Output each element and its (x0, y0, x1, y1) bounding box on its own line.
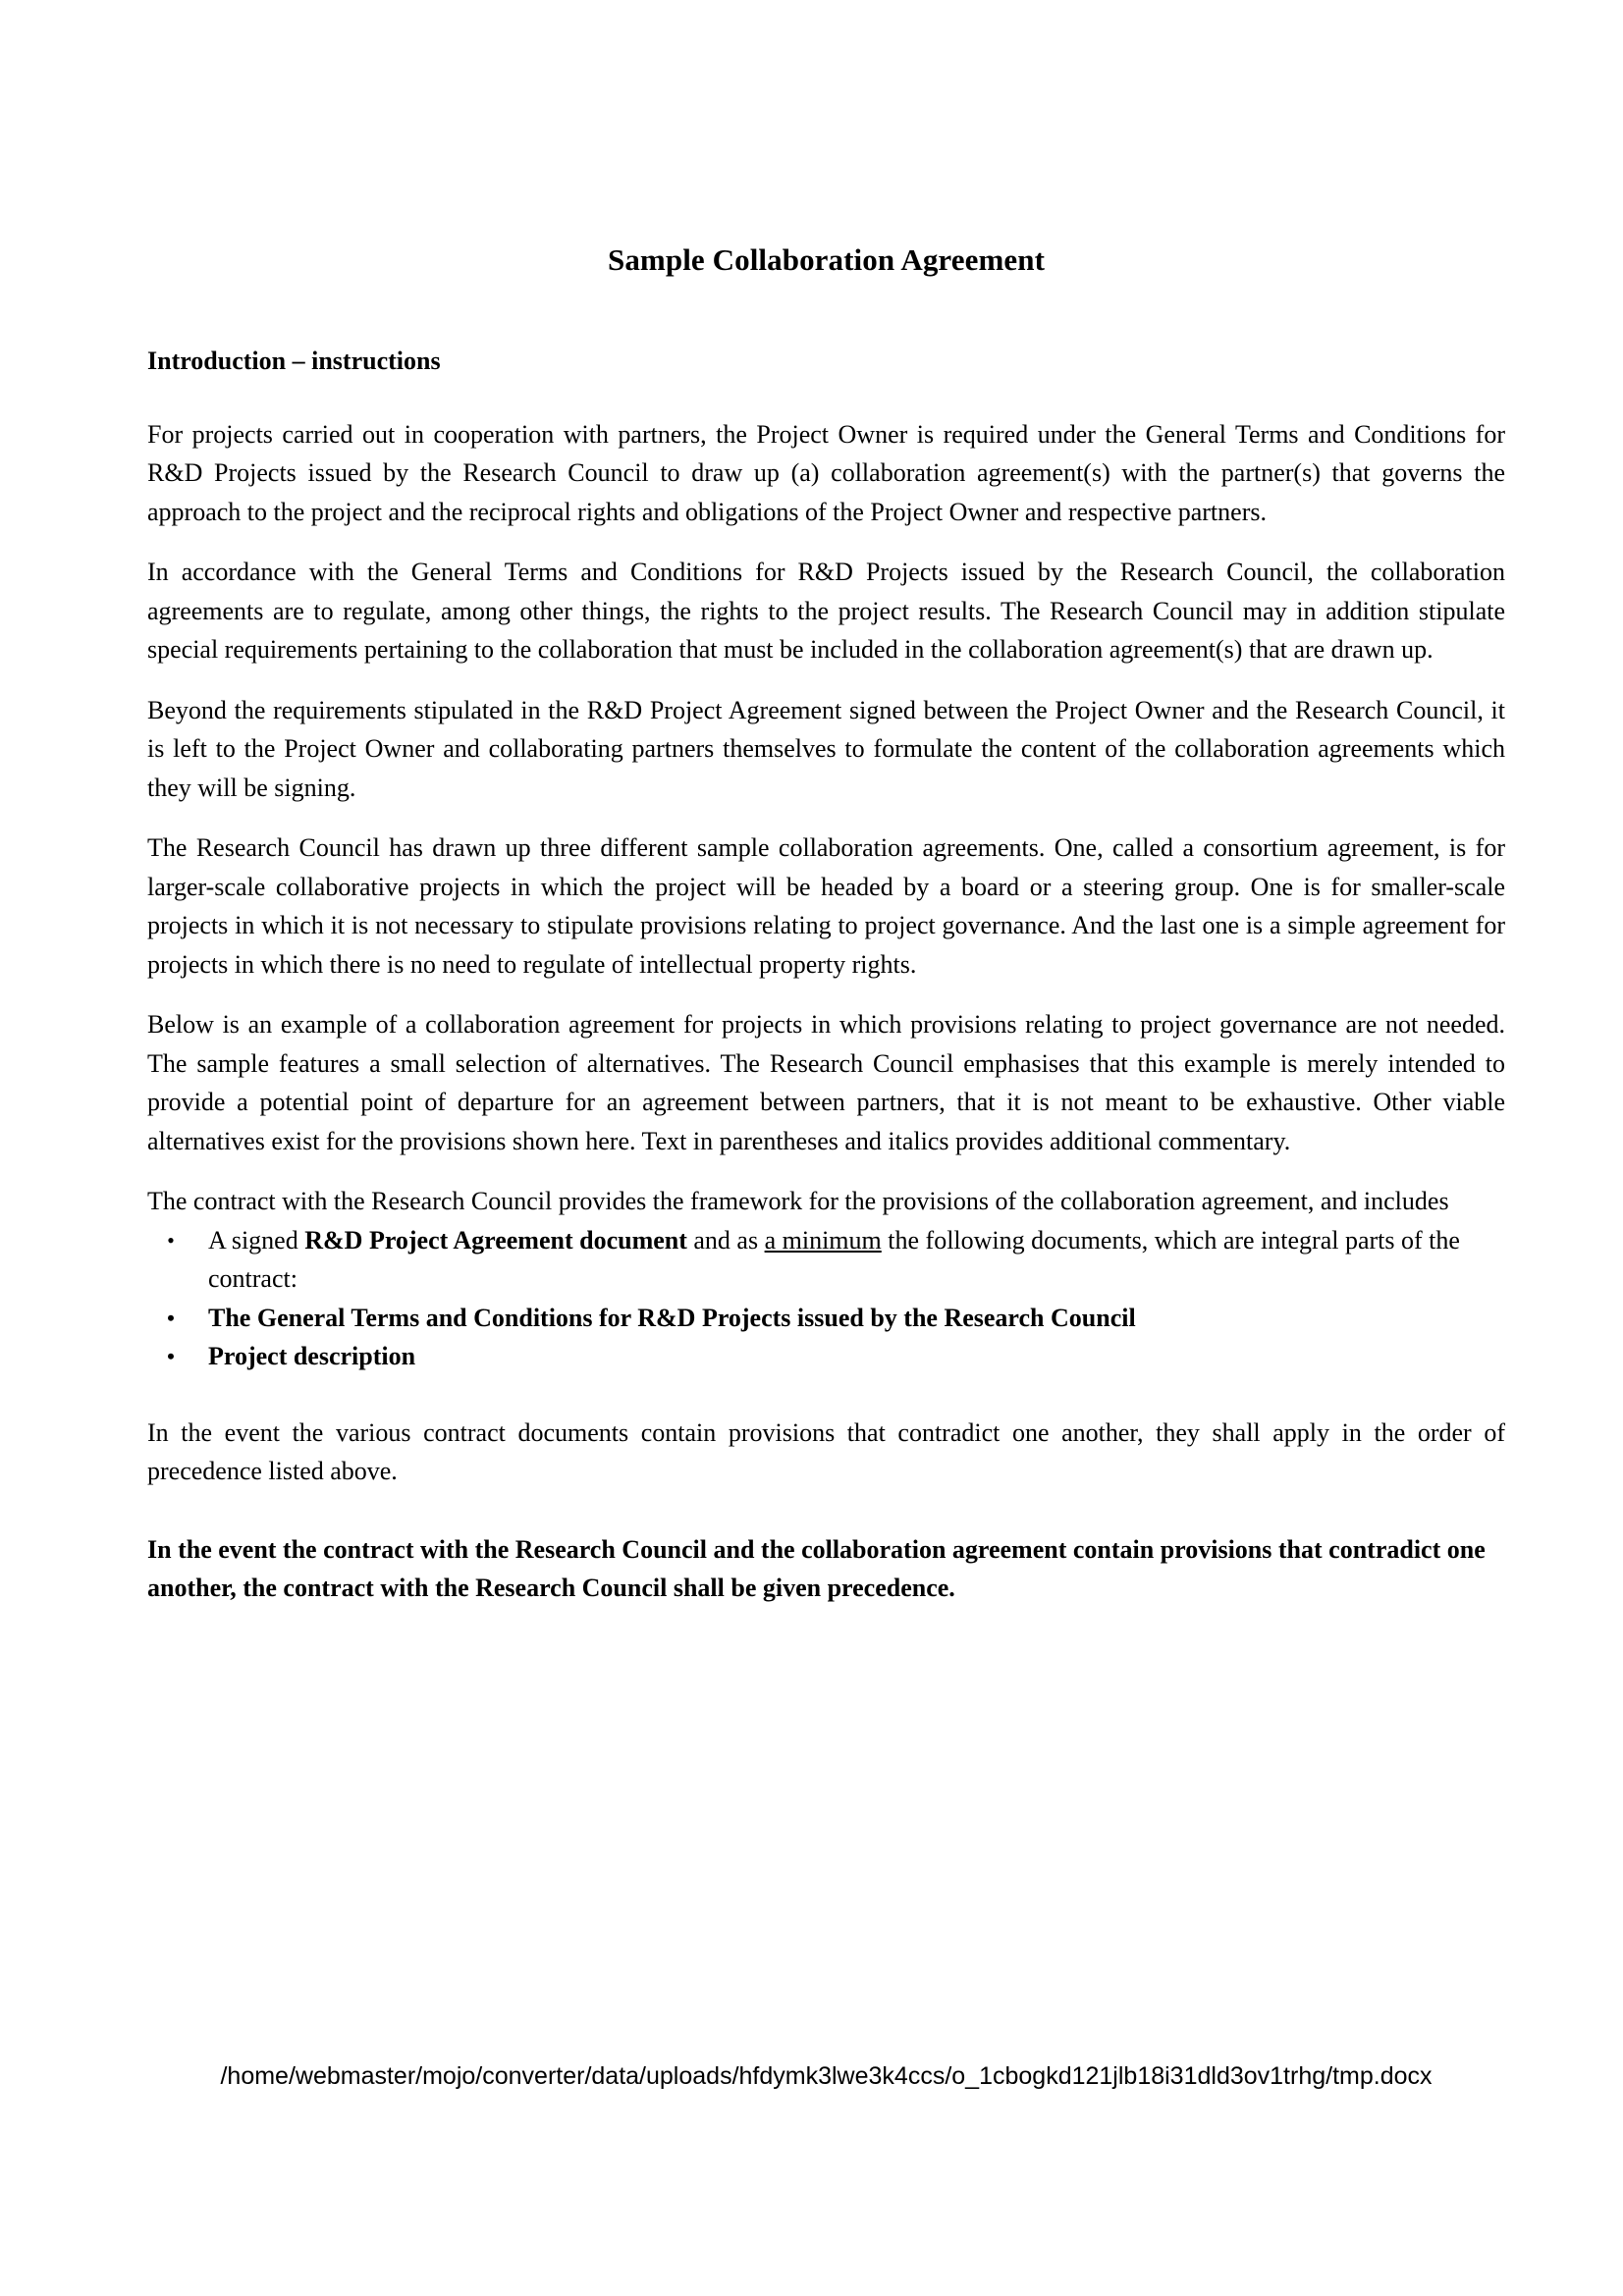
bold-run: Project description (208, 1342, 416, 1371)
text-run: A signed (208, 1225, 305, 1255)
list-item (147, 1299, 1505, 1338)
paragraph-8-precedence-note: In the event the contract with the Research Council and the collaboration agreement contain provisions that contradict one another, the contract with the Research Council shall be given precedence. (147, 1534, 1486, 1603)
document-body (147, 241, 1505, 1608)
spacer (147, 984, 1505, 1005)
spacer (147, 378, 1505, 415)
list-item (147, 1337, 1505, 1376)
spacer (147, 807, 1505, 828)
paragraph-7: In the event the various contract documents contain provisions that contradict one another, they shall apply in the order of precedence listed above. (147, 1417, 1505, 1486)
paragraph-5: Below is an example of a collaboration agreement for projects in which provisions relating to project governance are not needed. The sample features a small selection of alternatives. The Research Council emphasises that this example is merely intended to provide a potential point of departure for an agreement between partners, that it is not meant to be exhaustive. Other viable alternatives exist for the provisions shown here. Text in parentheses and italics provides additional commentary. (147, 1010, 1505, 1155)
bullet-dot-icon: • (167, 1344, 175, 1369)
bullet-dot-icon: • (167, 1227, 175, 1253)
section-heading-introduction: Introduction – instructions (147, 346, 441, 375)
bullet-dot-icon: • (167, 1305, 175, 1330)
paragraph-3: Beyond the requirements stipulated in the R&D Project Agreement signed between the Project Owner and the Research Council, it is left to the Project Owner and collaborating partners themselves to formulate the content of the collaboration agreements which they will be signing. (147, 695, 1505, 802)
spacer (147, 1160, 1505, 1182)
footer-file-path: /home/webmaster/mojo/converter/data/uploads/hfdymk3lwe3k4ccs/o_1cbogkd121jlb18i31dld3ov1trhg/tmp.docx (220, 2062, 1433, 2090)
list-item-text (208, 1304, 1136, 1332)
spacer (147, 1491, 1505, 1530)
bold-run: R&D Project Agreement document (304, 1225, 687, 1255)
list-item-text (208, 1342, 415, 1370)
list-item (147, 1221, 1505, 1299)
spacer (147, 669, 1505, 691)
bold-run: The General Terms and Conditions for R&D Projects issued by the Research Council (208, 1303, 1136, 1332)
contract-documents-list (147, 1221, 1505, 1376)
paragraph-6-intro-to-list: The contract with the Research Council provides the framework for the provisions of the collaboration agreement, and includes (147, 1187, 1449, 1216)
page-title: Sample Collaboration Agreement (607, 242, 1045, 277)
spacer (147, 531, 1505, 553)
spacer (147, 1376, 1505, 1414)
spacer (147, 280, 1505, 345)
text-run: and as (686, 1225, 765, 1255)
underline-run: a minimum (764, 1225, 882, 1255)
text-run: the following documents, which are integral parts of the contract: (208, 1225, 1460, 1294)
list-item-text (208, 1226, 1460, 1294)
paragraph-1: For projects carried out in cooperation with partners, the Project Owner is required under the General Terms and Conditions for R&D Projects issued by the Research Council to draw up (a) collaboration agreement(s) with the partner(s) that governs the approach to the project and the reciprocal rights and obligations of the Project Owner and respective partners. (147, 419, 1505, 526)
paragraph-2: In accordance with the General Terms and Conditions for R&D Projects issued by the Research Council, the collaboration agreements are to regulate, among other things, the rights to the project results. The Research Council may in addition stipulate special requirements pertaining to the collaboration that must be included in the collaboration agreement(s) that are drawn up. (147, 558, 1505, 665)
paragraph-4: The Research Council has drawn up three different sample collaboration agreements. One, called a consortium agreement, is for larger-scale collaborative projects in which the project will be headed by a board or a steering group. One is for smaller-scale projects in which it is not necessary to stipulate provisions relating to project governance. And the last one is a simple agreement for projects in which there is no need to regulate of intellectual property rights. (147, 833, 1505, 979)
